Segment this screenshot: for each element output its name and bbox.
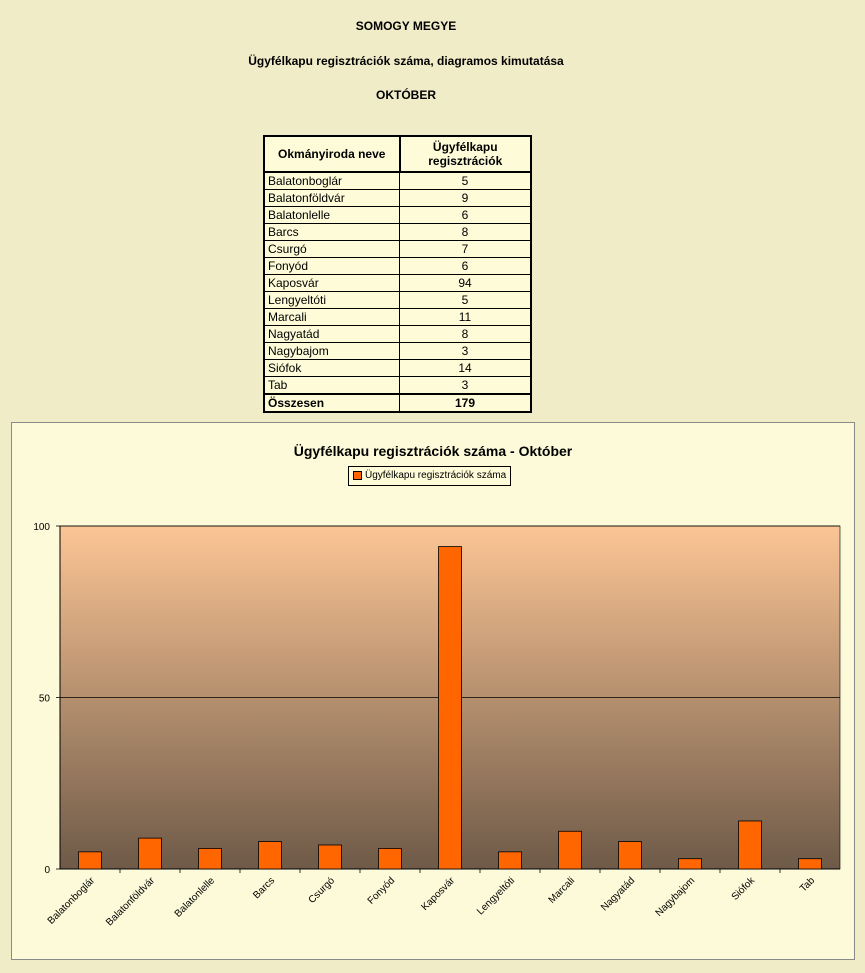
bar: [619, 842, 642, 869]
bar: [679, 859, 702, 869]
x-tick-label: Kaposvár: [419, 875, 458, 913]
office-name-cell: Nagybajom: [264, 343, 400, 360]
table-row: [264, 258, 531, 275]
x-tick-label: Balatonlelle: [172, 875, 218, 920]
table-row: [264, 241, 531, 258]
office-name-cell: Nagyatád: [264, 326, 400, 343]
x-tick-label: Tab: [797, 875, 818, 895]
x-tick-label: Csurgó: [306, 875, 338, 906]
registrations-value-cell: 7: [400, 241, 532, 258]
registrations-value-cell: 8: [400, 326, 532, 343]
x-tick-label: Lengyeltóti: [475, 875, 518, 918]
bar-chart: [12, 423, 854, 959]
bar: [79, 852, 102, 869]
office-name-cell: Fonyód: [264, 258, 400, 275]
table-row: [264, 292, 531, 309]
office-name-cell: Balatonlelle: [264, 207, 400, 224]
office-name-cell: Csurgó: [264, 241, 400, 258]
x-tick-label: Balatonföldvár: [104, 875, 158, 929]
office-name-cell: Tab: [264, 377, 400, 395]
registrations-value-cell: 3: [400, 343, 532, 360]
y-tick-label: 0: [44, 865, 50, 876]
column-header-office: Okmányiroda neve: [264, 136, 400, 172]
office-name-cell: Balatonföldvár: [264, 190, 400, 207]
chart-container: [11, 422, 855, 960]
table-row: [264, 343, 531, 360]
x-tick-label: Nagyatád: [599, 875, 638, 914]
bar: [319, 845, 342, 869]
table-row: [264, 172, 531, 190]
bar: [799, 859, 822, 869]
column-header-registrations: Ügyfélkapu regisztrációk: [400, 136, 532, 172]
legend-label: Ügyfélkapu regisztrációk száma: [365, 470, 507, 481]
x-tick-label: Siófok: [729, 875, 758, 903]
table-row: [264, 377, 531, 395]
registrations-value-cell: 3: [400, 377, 532, 395]
total-value-cell: 179: [400, 394, 532, 412]
y-tick-label: 50: [38, 693, 50, 705]
bar: [559, 831, 582, 869]
registrations-value-cell: 9: [400, 190, 532, 207]
table-row: [264, 224, 531, 241]
table-row: [264, 360, 531, 377]
bar: [439, 547, 462, 869]
registrations-value-cell: 94: [400, 275, 532, 292]
registrations-value-cell: 5: [400, 292, 532, 309]
registrations-value-cell: 14: [400, 360, 532, 377]
x-tick-label: Balatonboglár: [45, 875, 98, 927]
report-subtitle: Ügyfélkapu regisztrációk száma, diagramos kimutatása: [248, 54, 564, 68]
x-tick-label: Nagybajom: [653, 875, 698, 919]
table-row: [264, 207, 531, 224]
bar: [199, 848, 222, 869]
registrations-value-cell: 6: [400, 207, 532, 224]
registrations-value-cell: 11: [400, 309, 532, 326]
table-row: [264, 309, 531, 326]
registrations-value-cell: 6: [400, 258, 532, 275]
bar: [499, 852, 522, 869]
month-title: OKTÓBER: [376, 88, 436, 102]
total-label-cell: Összesen: [264, 394, 400, 412]
county-title: SOMOGY MEGYE: [355, 19, 457, 33]
office-name-cell: Marcali: [264, 309, 400, 326]
bar: [259, 842, 282, 869]
registrations-table: [263, 135, 532, 413]
table-body: [264, 172, 531, 412]
office-name-cell: Kaposvár: [264, 275, 400, 292]
bar: [739, 821, 762, 869]
x-tick-label: Barcs: [251, 875, 278, 902]
office-name-cell: Lengyeltóti: [264, 292, 400, 309]
table-row: [264, 326, 531, 343]
chart-title: Ügyfélkapu regisztrációk száma - Október: [293, 443, 573, 459]
x-tick-label: Fonyód: [365, 875, 398, 907]
registrations-value-cell: 8: [400, 224, 532, 241]
office-name-cell: Balatonboglár: [264, 172, 400, 190]
y-tick-label: 100: [33, 522, 50, 533]
office-name-cell: Siófok: [264, 360, 400, 377]
table-row: [264, 275, 531, 292]
x-tick-label: Marcali: [546, 875, 578, 906]
table-row: [264, 190, 531, 207]
bar: [379, 848, 402, 869]
office-name-cell: Barcs: [264, 224, 400, 241]
table-header-row: [264, 136, 531, 172]
table-total-row: [264, 394, 531, 412]
registrations-value-cell: 5: [400, 172, 532, 190]
bar: [139, 838, 162, 869]
